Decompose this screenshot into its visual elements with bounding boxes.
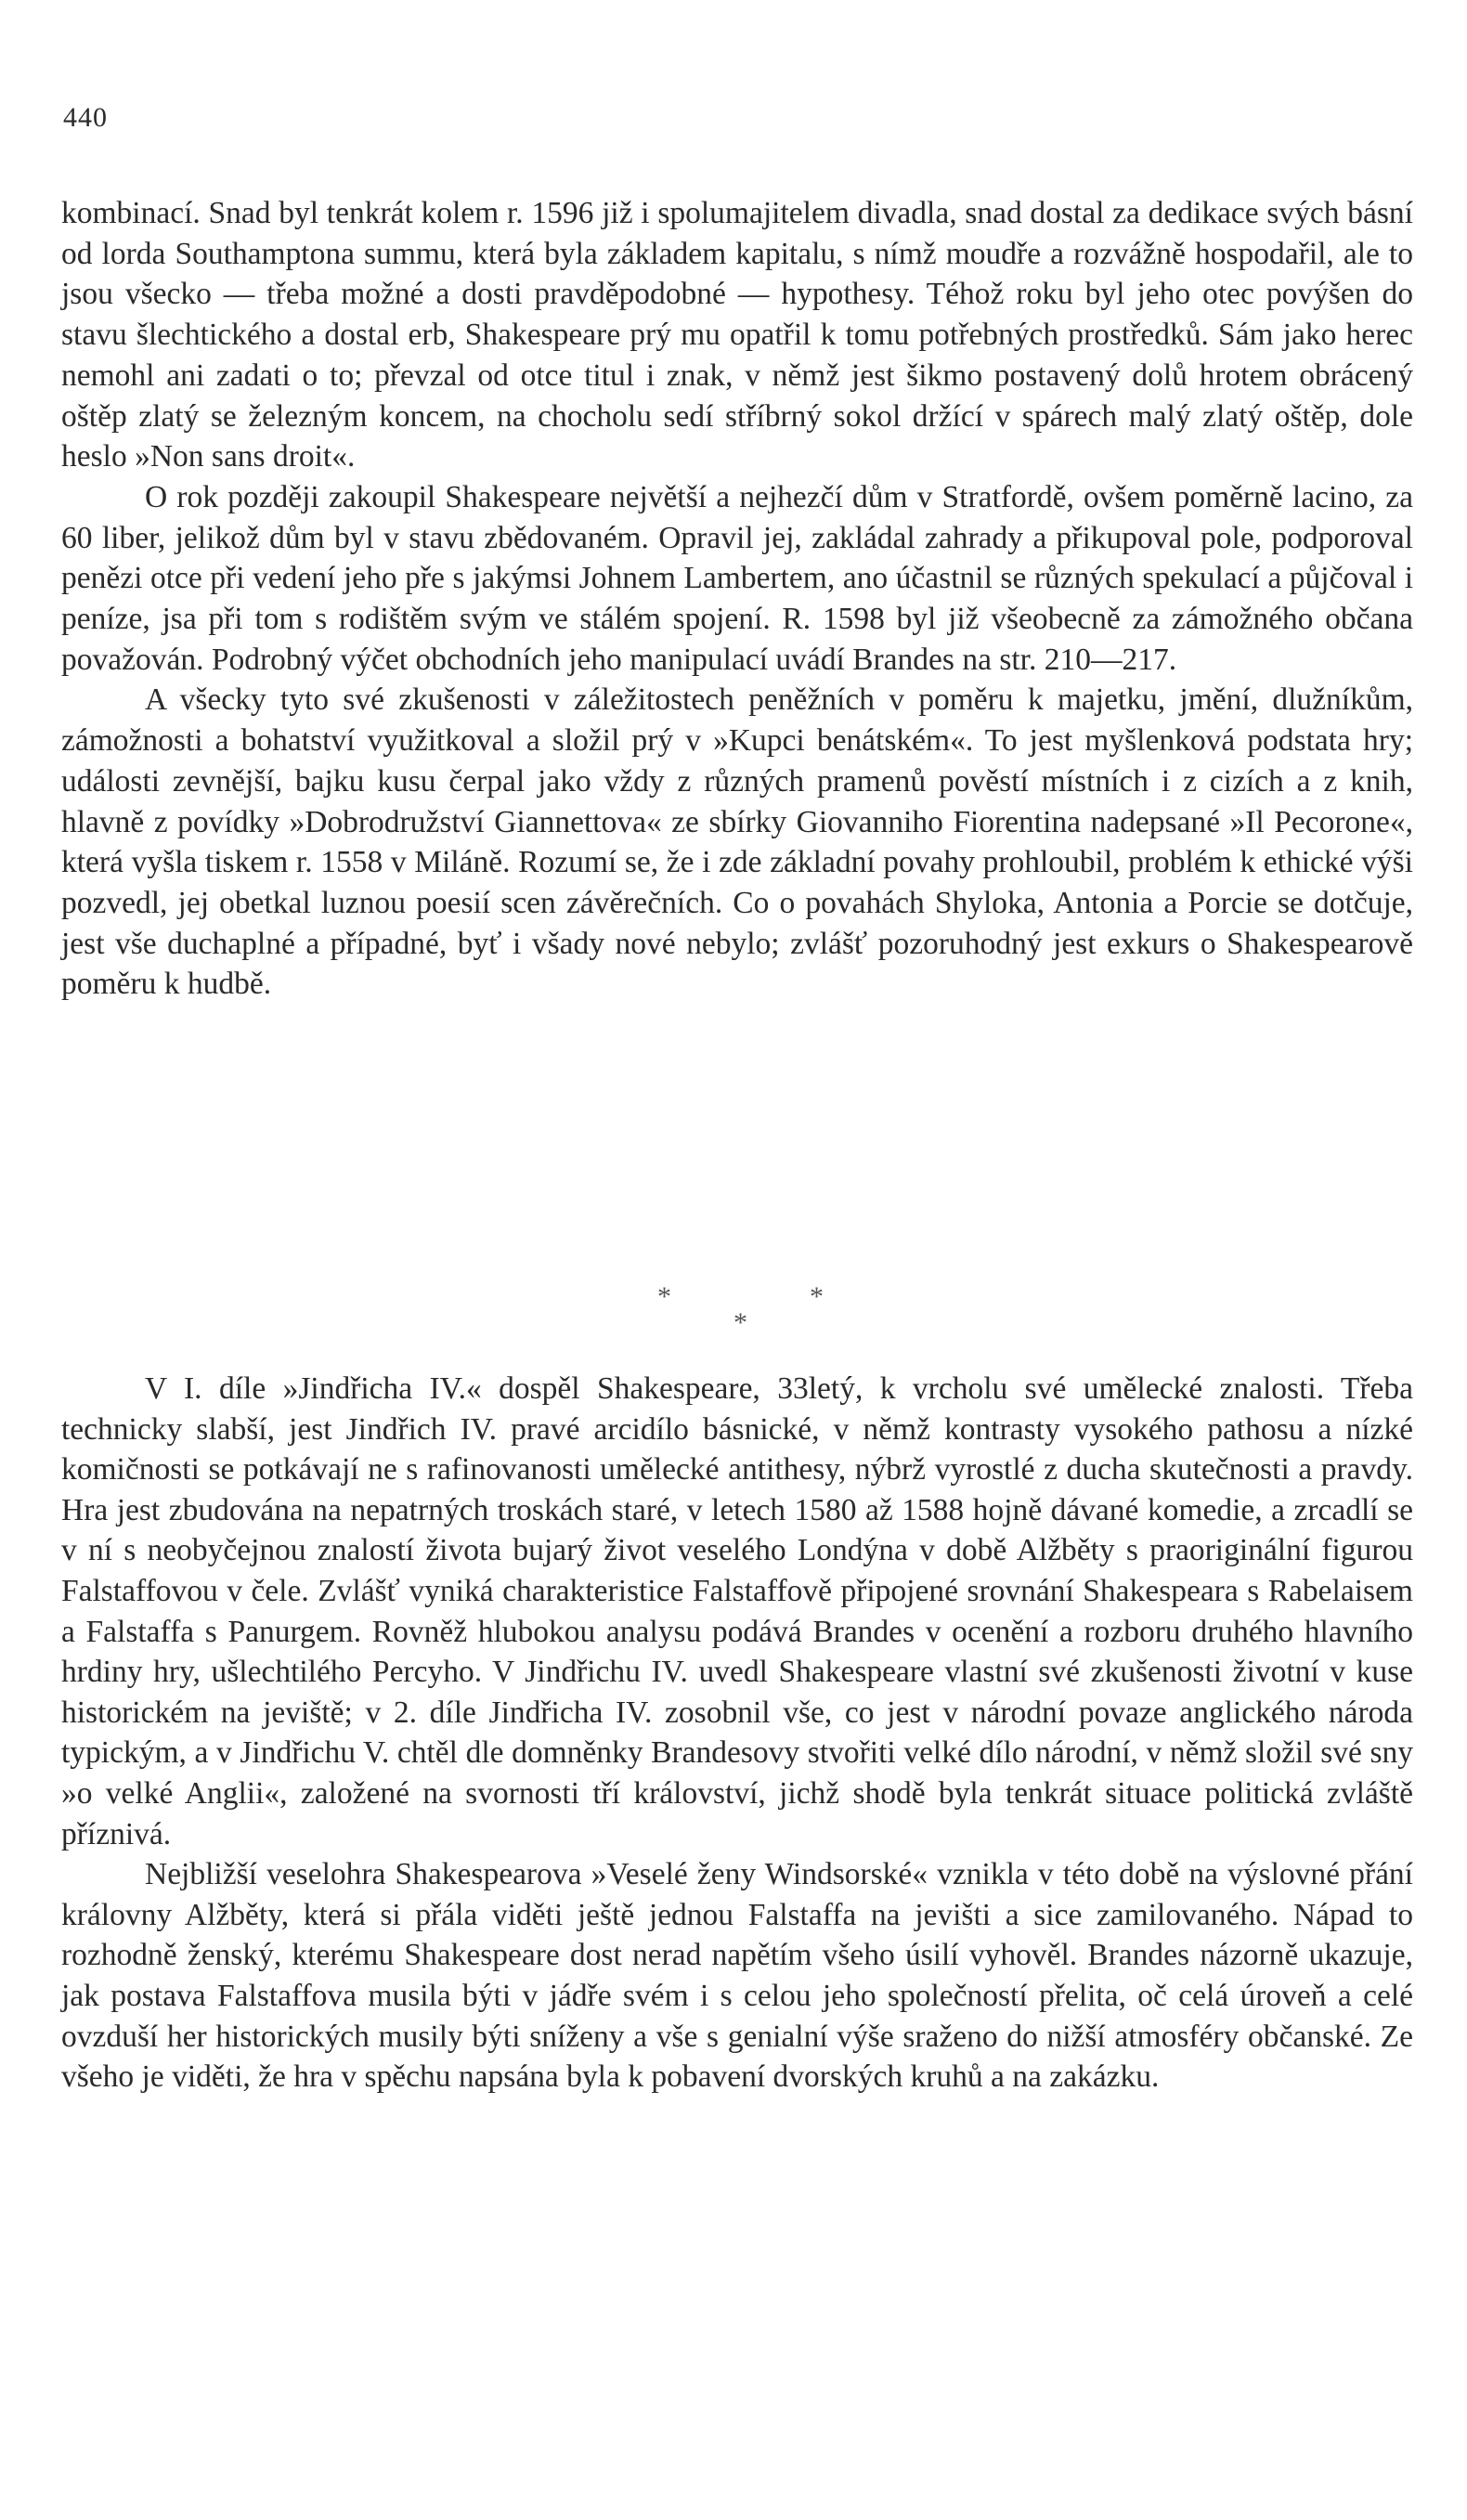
page-number: 440 [63, 102, 108, 133]
paragraph: V I. díle »Jindřicha IV.« dospěl Shakespeare, 33letý, k vrcholu své umělecké znalosti. Třeba technicky slabší, jest Jindřich IV. pravé arcidílo básnické, v němž kontrasty vysokého pathosu a nízké komičnosti se potkávají ne s rafinovanosti umělecké antithesy, nýbrž vyrostlé z ducha skutečnosti a pravdy. Hra jest zbudována na nepatrných troskách staré, v letech 1580 až 1588 hojně dávané komedie, a zrcadlí se v ní s neobyčejnou znalostí života bujarý život veselého Londýna v době Alžběty s praoriginální figurou Falstaffovou v čele. Zvlášť vyniká charakteristice Falstaffově připojené srovnání Shakespeara s Rabelaisem a Falstaffa s Panurgem. Rovněž hlubokou analysu podává Brandes v ocenění a rozboru druhého hlavního hrdiny hry, ušlechtilého Percyho. V Jindřichu IV. uvedl Shakespeare vlastní své zkušenosti životní v kuse historickém na jeviště; v 2. díle Jindřicha IV. zosobnil vše, co jest v národní povaze anglického národa typickým, a v Jindřichu V. chtěl dle domněnky Brandesovy stvořiti velké dílo národní, v němž složil své sny »o velké Anglii«, založené na svornosti tří království, jichž shodě byla tenkrát situace politická zvláště příznivá. [61, 1371, 1413, 1851]
paragraph: kombinací. Snad byl tenkrát kolem r. 1596 již i spolumajitelem divadla, snad dostal za dedikace svých básní od lorda Southamptona summu, která byla základem kapitalu, s nímž moudře a rozvážně hospodařil, ale to jsou všecko — třeba možné a dosti pravděpodobné — hypothesy. Téhož roku byl jeho otec povýšen do stavu šlechtického a dostal erb, Shakespeare prý mu opatřil k tomu potřebných prostředků. Sám jako herec nemohl ani zadati o to; převzal od otce titul i znak, v němž jest šikmo postavený dolů hrotem obrácený oštěp zlatý se železným koncem, na chocholu sedí stříbrný sokol držící v spárech malý zlatý oštěp, dole heslo »Non sans droit«. [61, 196, 1413, 474]
separator-asterisk: * [810, 1281, 824, 1312]
paragraph: Nejbližší veselohra Shakespearova »Veselé ženy Windsorské« vznikla v této době na výslovné přání královny Alžběty, která si přála viděti ještě jednou Falstaffa na jevišti a sice zamilovaného. Nápad to rozhodně ženský, kterému Shakespeare dost nerad napětím všeho úsilí vyhověl. Brandes názorně ukazuje, jak postava Falstaffova musila býti v jádře svém i s celou jeho společností přelita, oč celá úroveň a celé ovzduší her historických musily býti sníženy a vše s genialní výše sraženo do nižší atmosféry občanské. Ze všeho je viděti, že hra v spěchu napsána byla k pobavení dvorských kruhů a na zakázku. [61, 1857, 1413, 2095]
section-one [61, 193, 1413, 1005]
paragraph: A všecky tyto své zkušenosti v záležitostech peněžních v poměru k majetku, jmění, dlužníkům, zámožnosti a bohatství využitkoval a složil prý v »Kupci benátském«. To jest myšlenková podstata hry; události zevnější, bajku kusu čerpal jako vždy z různých pramenů pověstí místních i z cizích a z knih, hlavně z povídky »Dobrodružství Giannettova« ze sbírky Giovanniho Fiorentina nadepsané »Il Pecorone«, která vyšla tiskem r. 1558 v Miláně. Rozumí se, že i zde základní povahy prohloubil, problém k ethické výši pozvedl, jej obetkal luznou poesií scen závěrečních. Co o povahách Shyloka, Antonia a Porcie se dotčuje, jest vše duchaplné a případné, byť i všady nové nebylo; zvlášť pozoruhodný jest exkurs o Shakespearově poměru k hudbě. [61, 682, 1413, 1002]
paragraph: O rok později zakoupil Shakespeare největší a nejhezčí dům v Stratfordě, ovšem poměrně lacino, za 60 liber, jelikož dům byl v stavu zbědovaném. Opravil jej, zakládal zahrady a přikupoval pole, podporoval penězi otce při vedení jeho pře s jakýmsi Johnem Lambertem, ano účastnil se různých spekulací a půjčoval i peníze, jsa při tom s rodištěm svým ve stálém spojení. R. 1598 byl již všeobecně za zámožného občana považován. Podrobný výčet obchodních jeho manipulací uvádí Brandes na str. 210—217. [61, 479, 1413, 677]
section-separator [0, 1281, 1467, 1356]
section-two [61, 1369, 1413, 2098]
separator-asterisk: * [734, 1307, 747, 1338]
separator-asterisk: * [657, 1281, 671, 1312]
